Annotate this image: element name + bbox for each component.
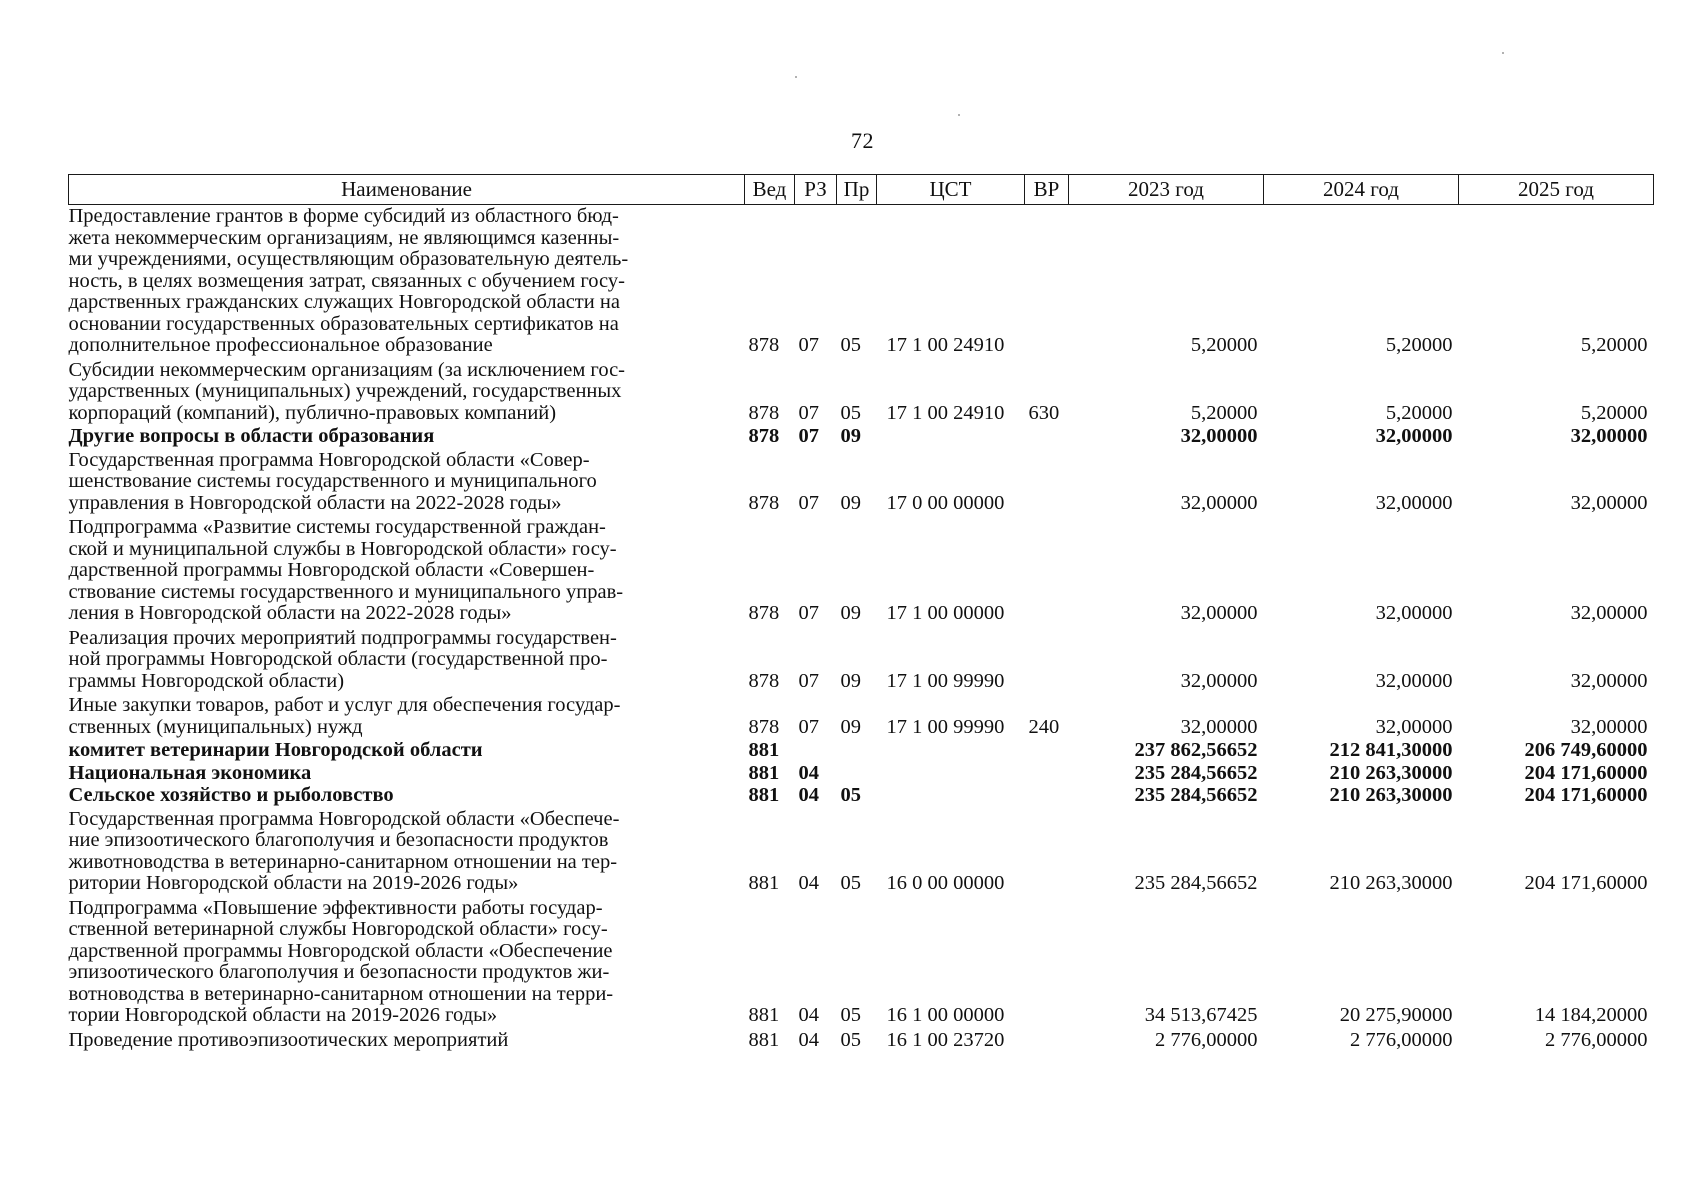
- row-amount-2024: 212 841,30000: [1329, 739, 1453, 761]
- row-name: Другие вопросы в области образования: [68, 425, 435, 447]
- row-amount-2023: 32,00000: [1180, 715, 1258, 738]
- row-name: Подпрограмма «Развитие системы государственной граждан- ской и муниципальной службы в Новгородской области» госу- дарственной программы Новгородской области «Совершен- ствование системы государственного и муниципального управ- ления в Новгородской области на 2022-2028 годы»: [68, 516, 624, 624]
- row-rz: 07: [798, 334, 819, 356]
- row-ved: 881: [748, 784, 780, 806]
- row-name: Государственная программа Новгородской области «Совер- шенствование системы государственного и муниципального управления в Новгородской области на 2022-2028 годы»: [68, 448, 597, 514]
- row-ved: 881: [748, 739, 780, 761]
- row-cst: [877, 763, 1025, 786]
- row-name: Предоставление грантов в форме субсидий из областного бюд- жета некоммерческим организациям, не являющимся казенны- ми учреждениями, осуществляющим образовательную деятель- ность, в целях возмещения затрат, связанных с обучением госу- дарственных гражданских служащих Новгородской области на основании государственных образовательных сертификатов на дополнительное профессиональное образование: [68, 205, 629, 356]
- row-rz: 04: [798, 784, 819, 806]
- row-amount-2023: 5,20000: [1190, 401, 1258, 424]
- header-year-2024: 2024 год: [1264, 175, 1459, 205]
- row-cst: [877, 740, 1025, 763]
- row-vr: [1025, 897, 1069, 1029]
- table-row: [69, 897, 1654, 1029]
- row-amount-2023: 32,00000: [1180, 669, 1258, 692]
- row-amount-2025: 32,00000: [1570, 669, 1648, 692]
- row-vr: [1025, 516, 1069, 627]
- header-rz: РЗ: [795, 175, 837, 205]
- row-ved: 878: [748, 401, 780, 424]
- row-pr: 09: [840, 425, 861, 447]
- row-amount-2024: 20 275,90000: [1339, 1004, 1453, 1026]
- header-year-2025: 2025 год: [1459, 175, 1654, 205]
- row-amount-2024: 2 776,00000: [1350, 1028, 1453, 1051]
- row-pr: 05: [840, 1028, 861, 1051]
- row-vr: [1025, 1029, 1069, 1054]
- row-amount-2025: 204 171,60000: [1524, 784, 1648, 806]
- row-ved: 878: [748, 669, 780, 692]
- row-pr: 05: [840, 872, 861, 894]
- row-amount-2023: 5,20000: [1190, 334, 1258, 356]
- row-rz: 07: [798, 602, 819, 624]
- row-cst: 17 1 00 99990: [886, 715, 1005, 738]
- row-vr: [1025, 426, 1069, 449]
- header-name: Наименование: [69, 175, 745, 205]
- row-rz: 07: [798, 715, 819, 738]
- row-pr: 05: [840, 1004, 861, 1026]
- row-ved: 881: [748, 761, 780, 784]
- row-rz: [795, 740, 837, 763]
- row-cst: 16 0 00 00000: [886, 872, 1005, 894]
- row-ved: 878: [748, 491, 780, 514]
- row-name: Государственная программа Новгородской области «Обеспече- ние эпизоотического благополучия и безопасности продуктов животноводства в ветеринарно-санитарном отношении на тер- ритории Новгородской области на 2019-2026 годы»: [68, 807, 620, 894]
- row-amount-2024: 32,00000: [1375, 715, 1453, 738]
- row-amount-2023: 235 284,56652: [1134, 761, 1258, 784]
- header-row: [69, 175, 1654, 205]
- table-row: [69, 740, 1654, 763]
- row-amount-2025: 2 776,00000: [1545, 1028, 1648, 1051]
- row-vr: [1025, 785, 1069, 808]
- row-cst: 17 0 00 00000: [886, 491, 1005, 514]
- row-pr: 09: [840, 715, 861, 738]
- row-pr: 05: [840, 784, 861, 806]
- row-pr: 09: [840, 669, 861, 692]
- row-cst: 17 1 00 00000: [886, 602, 1005, 624]
- row-amount-2023: 237 862,56652: [1134, 739, 1258, 761]
- row-vr: [1025, 808, 1069, 897]
- row-pr: 09: [840, 491, 861, 514]
- row-amount-2025: 32,00000: [1570, 602, 1648, 624]
- row-name: Проведение противоэпизоотических мероприятий: [68, 1028, 509, 1051]
- row-rz: 07: [798, 669, 819, 692]
- row-name: Субсидии некоммерческим организациям (за исключением гос- ударственных (муниципальных) учреждений, государственных корпораций (компаний), публично-правовых компаний): [68, 358, 626, 424]
- row-amount-2024: 32,00000: [1375, 669, 1453, 692]
- table-row: [69, 694, 1654, 740]
- header-vr: ВР: [1025, 175, 1069, 205]
- scan-speck: [1502, 52, 1504, 54]
- row-cst: 17 1 00 99990: [886, 669, 1005, 692]
- header-cst: ЦСТ: [877, 175, 1025, 205]
- row-rz: 07: [798, 425, 819, 447]
- row-rz: 07: [798, 401, 819, 424]
- row-amount-2023: 235 284,56652: [1134, 784, 1258, 806]
- row-amount-2025: 204 171,60000: [1524, 761, 1648, 784]
- row-name: Подпрограмма «Повышение эффективности работы государ- ственной ветеринарной службы Новгородской области» госу- дарственной программы Новгородской области «Обеспечение эпизоотического благополучия и безопасности продуктов жи- вотноводства в ветеринарно-санитарном отношении на терри- тории Новгородской области на 2019-2026 годы»: [68, 896, 614, 1026]
- row-cst: 17 1 00 24910: [886, 401, 1005, 424]
- row-amount-2023: 2 776,00000: [1155, 1028, 1258, 1051]
- row-ved: 878: [748, 715, 780, 738]
- row-amount-2025: 32,00000: [1570, 491, 1648, 514]
- table-row: [69, 205, 1654, 359]
- row-vr: 240: [1028, 715, 1060, 738]
- header-year-2023: 2023 год: [1069, 175, 1264, 205]
- row-amount-2024: 210 263,30000: [1329, 872, 1453, 894]
- row-amount-2025: 32,00000: [1570, 715, 1648, 738]
- row-cst: 16 1 00 00000: [886, 1004, 1005, 1026]
- table-header: [69, 175, 1654, 205]
- table-row: [69, 359, 1654, 427]
- row-name: Иные закупки товаров, работ и услуг для обеспечения государ- ственных (муниципальных) нужд: [68, 694, 621, 738]
- row-amount-2025: 204 171,60000: [1524, 872, 1648, 894]
- row-amount-2025: 5,20000: [1580, 334, 1648, 356]
- row-cst: [877, 785, 1025, 808]
- row-amount-2025: 206 749,60000: [1524, 739, 1648, 761]
- row-amount-2023: 235 284,56652: [1134, 872, 1258, 894]
- row-ved: 881: [748, 1004, 780, 1026]
- table-row: [69, 808, 1654, 897]
- row-ved: 878: [748, 602, 780, 624]
- table-row: [69, 785, 1654, 808]
- row-amount-2023: 32,00000: [1180, 425, 1258, 447]
- row-amount-2025: 14 184,20000: [1534, 1004, 1648, 1026]
- row-cst: 17 1 00 24910: [886, 334, 1005, 356]
- row-pr: 05: [840, 334, 861, 356]
- row-pr: 05: [840, 401, 861, 424]
- row-name: Реализация прочих мероприятий подпрограммы государствен- ной программы Новгородской области (государственной про- граммы Новгородской области): [68, 626, 617, 692]
- row-amount-2024: 32,00000: [1375, 491, 1453, 514]
- row-ved: 878: [748, 425, 780, 447]
- row-name: комитет ветеринарии Новгородской области: [68, 739, 483, 761]
- row-name: Национальная экономика: [68, 761, 312, 784]
- row-amount-2024: 210 263,30000: [1329, 761, 1453, 784]
- row-amount-2023: 32,00000: [1180, 491, 1258, 514]
- row-amount-2024: 5,20000: [1385, 334, 1453, 356]
- page-number: 72: [851, 128, 874, 153]
- budget-table: [68, 174, 1654, 1053]
- row-rz: 04: [798, 872, 819, 894]
- row-amount-2024: 32,00000: [1375, 602, 1453, 624]
- row-name: Сельское хозяйство и рыболовство: [68, 784, 394, 806]
- row-vr: 630: [1028, 401, 1060, 424]
- row-amount-2023: 32,00000: [1180, 602, 1258, 624]
- table-row: [69, 763, 1654, 786]
- row-vr: [1025, 763, 1069, 786]
- table-row: [69, 449, 1654, 517]
- row-ved: 878: [748, 334, 780, 356]
- row-amount-2023: 34 513,67425: [1144, 1004, 1258, 1026]
- row-pr: [837, 763, 877, 786]
- row-amount-2024: 210 263,30000: [1329, 784, 1453, 806]
- row-vr: [1025, 449, 1069, 517]
- scan-speck: [958, 114, 960, 116]
- row-amount-2024: 32,00000: [1375, 425, 1453, 447]
- table-row: [69, 627, 1654, 695]
- row-ved: 881: [748, 1028, 780, 1051]
- row-rz: 07: [798, 491, 819, 514]
- row-cst: [877, 426, 1025, 449]
- row-amount-2025: 32,00000: [1570, 425, 1648, 447]
- table-row: [69, 1029, 1654, 1054]
- table-row: [69, 426, 1654, 449]
- row-amount-2024: 5,20000: [1385, 401, 1453, 424]
- row-rz: 04: [798, 1028, 819, 1051]
- row-ved: 881: [748, 872, 780, 894]
- row-pr: 09: [840, 602, 861, 624]
- header-pr: Пр: [837, 175, 877, 205]
- row-vr: [1025, 627, 1069, 695]
- scan-speck: [795, 76, 797, 78]
- row-vr: [1025, 205, 1069, 359]
- row-amount-2025: 5,20000: [1580, 401, 1648, 424]
- row-cst: 16 1 00 23720: [886, 1028, 1005, 1051]
- row-vr: [1025, 740, 1069, 763]
- row-rz: 04: [798, 1004, 819, 1026]
- table-body: [69, 205, 1654, 1054]
- header-ved: Вед: [745, 175, 795, 205]
- row-rz: 04: [798, 761, 819, 784]
- budget-table-container: [68, 174, 1653, 1053]
- row-pr: [837, 740, 877, 763]
- table-row: [69, 516, 1654, 627]
